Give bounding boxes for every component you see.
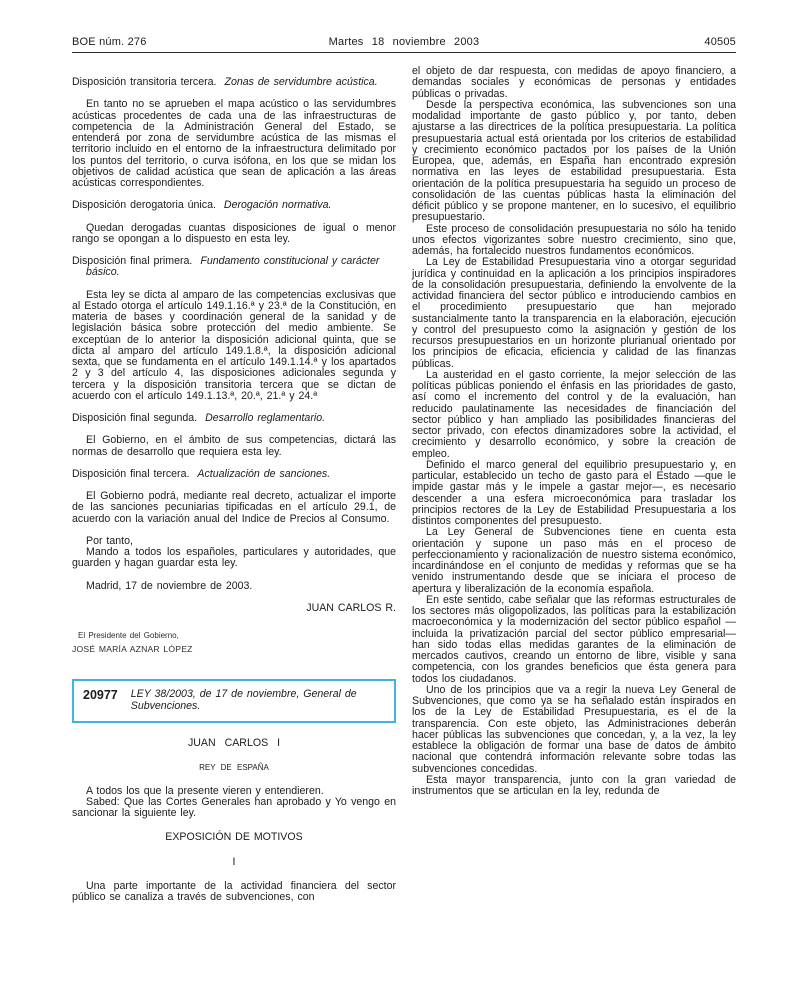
paragraph: Madrid, 17 de noviembre de 2003. [86, 579, 253, 592]
section-heading [72, 256, 396, 279]
header-date: Martes 18 noviembre 2003 [328, 36, 480, 48]
paragraph: Sabed: Que las Cortes Generales han aprobado y Yo vengo en sancionar la siguiente ley. [72, 795, 396, 819]
paragraph: Desde la perspectiva económica, las subvenciones son una modalidad importante de gasto público y, por tanto, deben ajustarse a las directrices de la política presupuestaria. La política presupuestaria actual está orientada por los criterios de estabilidad y crecimiento económico pactados por los países de la Unión Europea, que, además, en España han encontrado expresión normativa en las leyes de estabilidad presupuestaria. Esta orientación de la política presupuestaria ha seguido un proceso de consolidación de las cuentas públicas hasta la eliminación del déficit público y se propone mantener, en lo sucesivo, el equilibrio presupuestario. [412, 98, 736, 224]
paragraph: Definido el marco general del equilibrio presupuestario y, en particular, establecido un techo de gasto para el Estado —que le impide gastar más y le impele a gastar mejor—, es necesario descender a una esfera microeconómica para trasladar los principios rectores de la Ley de Estabilidad Presupuestaria a los distintos componentes del presupuesto. [412, 458, 736, 527]
section-heading-title: Actualización de sanciones. [197, 467, 331, 480]
paragraph: La Ley General de Subvenciones tiene en cuenta esta orientación y supone un paso más en el proceso de perfeccionamiento y racionalización de nuestro sistema económico, incardinándose en el conjunto de medidas y reformas que se ha venido instrumentando desde que se iniciara el proceso de apertura y liberalización de la economía española. [412, 526, 736, 595]
paragraph: Esta ley se dicta al amparo de las competencias exclusivas que al Estado otorga el artículo 149.1.16.ª y 23.ª de la Constitución, en materia de bases y coordinación general de la sanidad y de legislación básica sobre protección del medio ambiente. Se exceptúan de lo anterior la disposición adicional quinta, que se dicta al amparo del artículo 149.1.8.ª, la disposición adicional sexta, que se fundamenta en el artículo 149.1.14.ª y los apartados 2 y 3 del artículo 4, las disposiciones adicionales segunda y tercera y la disposición transitoria tercera que se dictan de acuerdo con el artículo 149.1.13.ª, 20.ª, 21.ª y 24.ª [72, 288, 396, 402]
section-heading-label: Disposición transitoria tercera. [72, 76, 217, 88]
header-rule [72, 52, 736, 53]
page-header [72, 36, 736, 49]
centered-heading: I [232, 855, 236, 868]
royal-signature: JUAN CARLOS R. [306, 601, 396, 614]
paragraph: Esta mayor transparencia, junto con la gran variedad de instrumentos que se articulan en la ley, redunda de [412, 773, 736, 797]
paragraph: A todos los que la presente vieren y entendieren. [86, 784, 324, 797]
header-page-number: 40505 [704, 36, 736, 48]
paragraph: Quedan derogadas cuantas disposiciones de igual o menor rango se opongan a lo dispuesto en esta ley. [72, 221, 396, 245]
centered-heading: EXPOSICIÓN DE MOTIVOS [165, 831, 303, 844]
paragraph: Uno de los principios que va a regir la nueva Ley General de Subvenciones, que como ya se ha señalado están inspirados en los de la Ley de Estabilidad Presupuestaria, es el de la transparencia. Con este objeto, las Administraciones deberán hacer públicas las subvenciones que concedan, y, a la vez, la ley establece la obligación de formar una base de datos de ámbito nacional que contendrá información relevante sobre todas las subvenciones concedidas. [412, 683, 736, 775]
section-heading-label: Disposición final tercera. [72, 467, 190, 480]
law-entry-number: 20977 [83, 688, 118, 702]
paragraph: El Gobierno, en el ámbito de sus competencias, dictará las normas de desarrollo que requiera esta ley. [72, 434, 396, 458]
section-heading-label: Disposición derogatoria única. [72, 199, 216, 212]
king-subtitle: REY DE ESPAÑA [199, 763, 269, 773]
two-column-body [72, 66, 736, 903]
section-heading-title: Desarrollo reglamentario. [205, 412, 326, 424]
section-heading-label: Disposición final segunda. [72, 412, 198, 424]
paragraph: La Ley de Estabilidad Presupuestaria vino a otorgar seguridad jurídica y continuidad en la aplicación a los principios inspiradores de la consolidación presupuestaria, definiendo la envolvente de la actividad financiera del sector público e introduciendo cambios en el procedimiento presupuestario que han mejorado sustancialmente tanto la transparencia en la elaboración, ejecución y control del presupuesto como la asignación y gestión de los recursos presupuestarios en un horizonte plurianual orientado por los principios de eficacia, eficiencia y calidad de las finanzas públicas. [412, 256, 736, 370]
left-column [72, 66, 396, 903]
header-issue-number: BOE núm. 276 [72, 36, 147, 48]
section-heading [72, 200, 396, 211]
section-heading [72, 469, 396, 480]
section-heading-title: Derogación normativa. [223, 199, 332, 212]
section-heading-label: Disposición final primera. [72, 255, 193, 267]
paragraph: Este proceso de consolidación presupuestaria no sólo ha tenido unos efectos vigorizantes sobre nuestro crecimiento, sino que, además, ha fortalecido nuestros fundamentos económicos. [412, 222, 736, 257]
paragraph: Por tanto, [86, 534, 133, 547]
section-heading-title: Fundamento constitucional y carácter básico. [86, 255, 380, 279]
paragraph: Mando a todos los españoles, particulares y autoridades, que guarden y hagan guardar esta ley. [72, 546, 396, 570]
section-heading [72, 413, 396, 424]
paragraph: el objeto de dar respuesta, con medidas de apoyo financiero, a demandas sociales y económicas de personas y entidades públicas o privadas. [412, 65, 736, 100]
law-entry-box [72, 679, 396, 723]
law-entry-title: LEY 38/2003, de 17 de noviembre, General de Subvenciones. [130, 688, 357, 712]
right-column [412, 66, 736, 903]
paragraph: El Gobierno podrá, mediante real decreto, actualizar el importe de las sanciones pecuniarias tipificadas en el artículo 29.1, de acuerdo con la variación anual del Indice de Precios al Consumo. [72, 490, 396, 525]
paragraph: En este sentido, cabe señalar que las reformas estructurales de los sectores más oligopolizados, las políticas para la estabilización macroeconómica y la modernización del sector público español —incluida la privatización parcial del sector público empresarial— han sido todas ellas medidas garantes de la eliminación de mercados cautivos, creando un entorno de libre, visible y sana competencia, con los grandes beneficios que ésta genera para todos los ciudadanos. [412, 593, 736, 685]
section-heading [72, 77, 396, 88]
signer-name: JOSÉ MARÍA AZNAR LÓPEZ [72, 644, 193, 654]
centered-heading: JUAN CARLOS I [187, 737, 281, 749]
paragraph: En tanto no se aprueben el mapa acústico o las servidumbres acústicas procedentes de cada una de las infraestructuras de competencia de la Administración General del Estado, se entenderá por zona de servidumbre acústica de las mismas el territorio incluido en el entorno de la infraestructura delimitado por los puntos del territorio, o curva isófona, en los que se midan los objetivos de calidad acústica que sean de aplicación a las áreas acústicas correspondientes. [72, 98, 396, 189]
paragraph: La austeridad en el gasto corriente, la mejor selección de las políticas públicas poniendo el énfasis en las prioridades de gasto, así como el incremento del control y de la evaluación, han reducido paulatinamente las necesidades de financiación del sector público y han ampliado las posibilidades financieras del sector privado, con efectos dinamizadores sobre la actividad, el crecimiento y desarrollo económico, y sobre la creación de empleo. [412, 368, 736, 460]
paragraph: Una parte importante de la actividad financiera del sector público se canaliza a través de subvenciones, con [72, 879, 396, 903]
section-heading-title: Zonas de servidumbre acústica. [224, 76, 378, 88]
signer-role: El Presidente del Gobierno, [78, 631, 179, 640]
